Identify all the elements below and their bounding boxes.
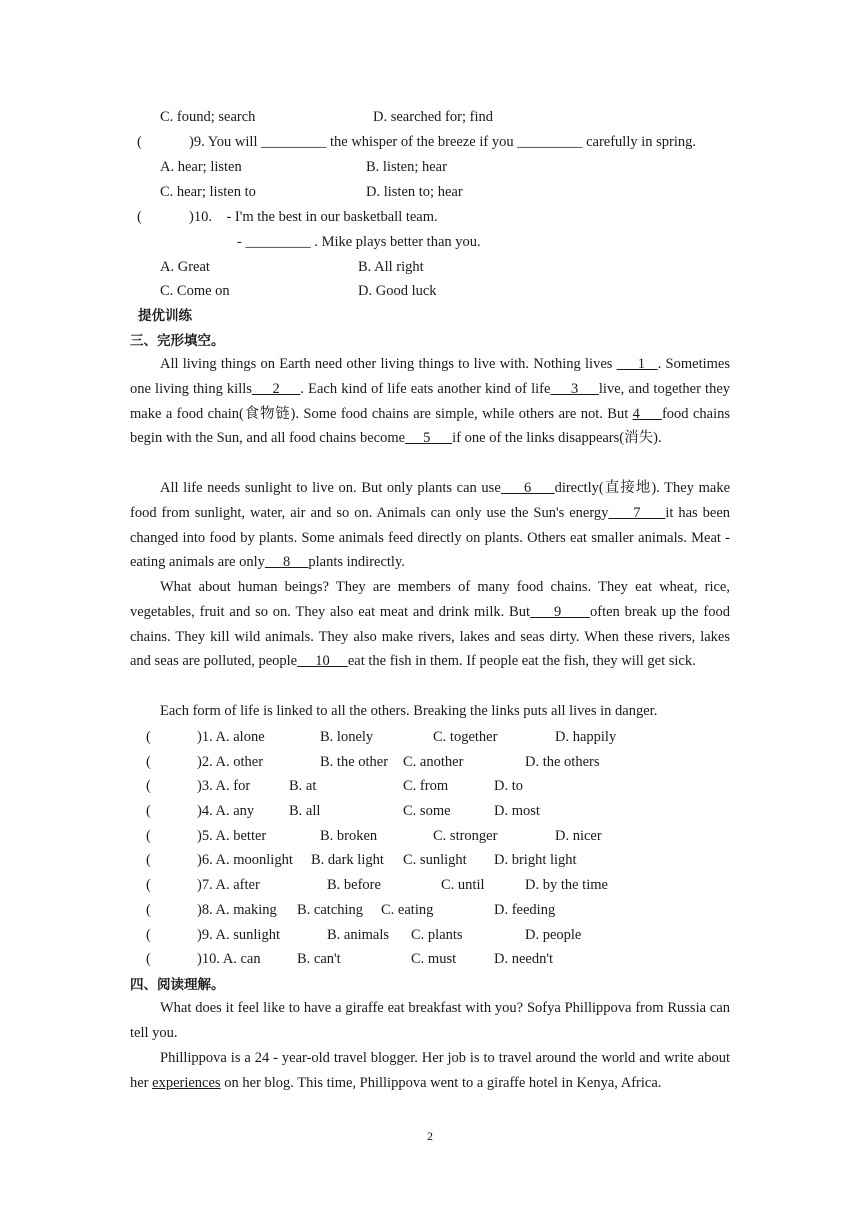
option-c: C. from [403,778,449,794]
cloze-paragraph-4 [130,699,730,724]
option-c: C. eating [381,902,434,918]
cloze-paragraph-2 [130,476,730,575]
cloze-text: if one of the links disappears(消失). [452,430,662,447]
option-d: D. by the time [525,877,608,893]
option-d: D. nicer [555,828,602,844]
cloze-text: . Sometimes one living thing kills [130,356,730,397]
answer-paren: ( [146,902,151,918]
cloze-text: eat the fish in them. If people eat the fish, they will get sick. [347,653,696,670]
cloze-blank-3[interactable]: 3 [550,380,599,397]
q10-reply: - _________ . Mike plays better than you. [237,234,481,250]
improve-training-heading: 提优训练 [138,308,192,324]
option-d: D. most [494,803,540,819]
option-d: D. bright light [494,852,577,868]
option-b: B. at [289,778,317,794]
option-a: )5. A. better [197,828,267,844]
cloze-blank-1[interactable]: 1 [616,356,658,372]
option-b: B. the other [320,754,389,770]
option-d: D. happily [555,729,617,745]
option-a: )7. A. after [197,877,260,893]
answer-paren: ( [146,828,151,844]
option-c: C. until [441,877,485,893]
answer-paren: ( [146,877,151,893]
answer-paren: ( [146,951,151,967]
option-d: D. needn't [494,951,553,967]
option-b: B. before [327,877,381,893]
section3-heading: 三、完形填空。 [130,333,225,349]
cloze-text: plants indirectly. [308,554,405,571]
q10-option-d: D. Good luck [358,283,437,299]
option-a: )3. A. for [197,778,251,794]
option-b: B. animals [327,927,390,943]
q10-stem: )10. - I'm the best in our basketball team. [189,209,438,225]
option-b: B. can't [297,951,341,967]
cloze-blank-4[interactable]: 4 [632,405,662,422]
cloze-text: . Each kind of life eats another kind of life [300,380,551,397]
option-b: B. broken [320,828,378,844]
option-c: C. sunlight [403,852,467,868]
reading-paragraph-1 [130,996,730,1046]
option-b: B. all [289,803,321,819]
option-a: )10. A. can [197,951,261,967]
option-c: C. another [403,754,464,770]
cloze-text: directly(直接地). They make food from sunlight, water, air and so on. Animals can only use the Sun's energy [130,480,731,521]
cloze-blank-6[interactable]: 6 [500,480,555,496]
option-c: C. together [433,729,498,745]
reading-text: on her blog. This time, Phillippova went to a giraffe hotel in Kenya, Africa. [220,1074,662,1091]
cloze-blank-7[interactable]: 7 [608,504,666,521]
option-d: D. people [525,927,582,943]
cloze-blank-8[interactable]: 8 [264,554,309,571]
q9-paren: ( [137,134,142,150]
reading-text: Phillippova is a 24 - year-old travel blogger. Her job is to travel around the world and write about her [130,1050,730,1091]
section4-heading: 四、阅读理解。 [130,977,225,993]
option-a: )4. A. any [197,803,255,819]
answer-paren: ( [146,852,151,868]
cloze-text: food chains begin with the Sun, and all food chains become [130,405,731,447]
answer-paren: ( [146,754,151,770]
option-b: B. catching [297,902,364,918]
option-d: D. to [494,778,523,794]
cloze-text: often break up the food chains. They kill wild animals. They also make rivers, lakes and seas dirty. When these rivers, lakes and seas are polluted, people [130,603,730,670]
option-b: B. lonely [320,729,374,745]
option-a: )8. A. making [197,902,277,918]
answer-paren: ( [146,778,151,794]
q9-option-c: C. hear; listen to [160,184,256,200]
cloze-paragraph-1 [130,352,730,451]
cloze-blank-2[interactable]: 2 [251,380,301,397]
page-number: 2 [427,1129,433,1143]
cloze-paragraph-3 [130,575,730,674]
q10-option-a: A. Great [160,259,210,275]
cloze-text: live, and together they make a food chain(食物链). Some food chains are simple, while others are not. But [130,380,731,422]
answer-paren: ( [146,729,151,745]
option-d: D. the others [525,754,600,770]
option-a: )1. A. alone [197,729,265,745]
q9-option-b: B. listen; hear [366,159,447,175]
q10-option-c: C. Come on [160,283,230,299]
cloze-blank-10[interactable]: 10 [297,653,348,670]
option-c: C. some [403,803,451,819]
q10-paren: ( [137,209,142,225]
option-a: )9. A. sunlight [197,927,280,943]
option-d: D. feeding [494,902,556,918]
q8-option-c: C. found; search [160,109,256,125]
q8-option-d: D. searched for; find [373,109,493,125]
cloze-text: Each form of life is linked to all the others. Breaking the links puts all lives in danger. [160,703,658,719]
option-c: C. stronger [433,828,498,844]
cloze-blank-9[interactable]: 9 [529,603,591,620]
cloze-blank-5[interactable]: 5 [405,430,453,447]
option-c: C. plants [411,927,463,943]
reading-underlined-word: experiences [152,1074,221,1091]
option-b: B. dark light [311,852,384,868]
q10-option-b: B. All right [358,259,424,275]
q9-stem: )9. You will _________ the whisper of the breeze if you _________ carefully in spring. [189,134,697,150]
q9-option-a: A. hear; listen [160,159,242,175]
reading-text: What does it feel like to have a giraffe eat breakfast with you? Sofya Phillippova from Russia can tell you. [130,1000,730,1041]
reading-paragraph-2 [130,1046,730,1096]
q9-option-d: D. listen to; hear [366,184,463,200]
cloze-text: All living things on Earth need other living things to live with. Nothing lives [160,356,617,372]
cloze-text: What about human beings? They are members of many food chains. They eat wheat, rice, vegetables, fruit and so on. They also eat meat and drink milk. But [130,579,730,620]
option-c: C. must [411,951,457,967]
option-a: )6. A. moonlight [197,852,293,868]
answer-paren: ( [146,803,151,819]
cloze-text: All life needs sunlight to live on. But only plants can use [160,480,501,496]
option-a: )2. A. other [197,754,264,770]
cloze-text: it has been changed into food by plants. Some animals feed directly on plants. Others eat smaller animals. Meat - eating animals are only [130,504,730,571]
answer-paren: ( [146,927,151,943]
